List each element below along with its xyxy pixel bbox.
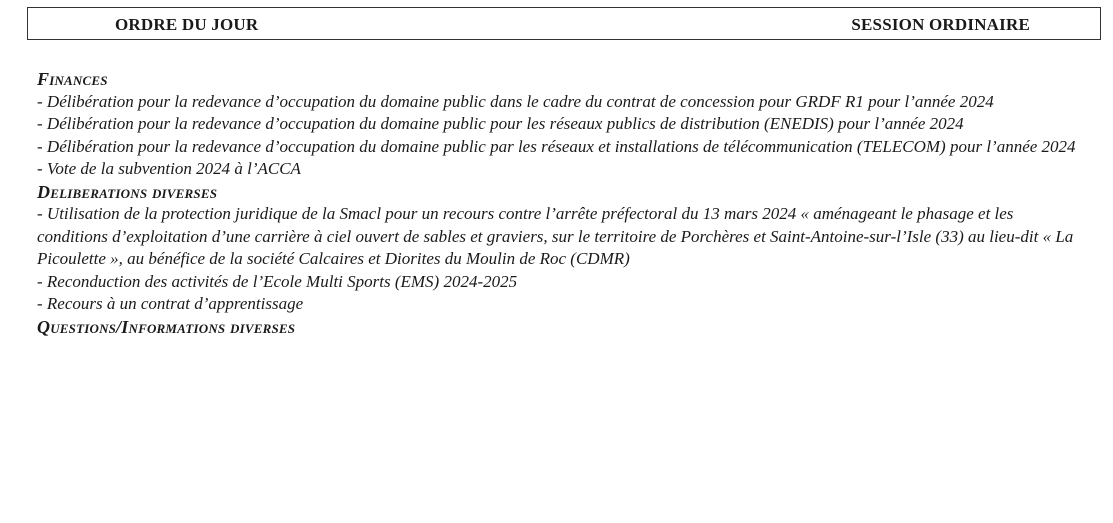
agenda-title: ORDRE DU JOUR <box>115 15 259 34</box>
agenda-content <box>37 68 1087 338</box>
session-type: SESSION ORDINAIRE <box>851 15 1030 34</box>
section-title-questions: Questions/Informations diverses <box>37 316 296 337</box>
agenda-item: - Recours à un contrat d’apprentissage <box>37 294 304 313</box>
section-title-deliberations: Deliberations diverses <box>37 181 218 202</box>
agenda-item: - Utilisation de la protection juridique de la Smacl pour un recours contre l’arrête préfectoral du 13 mars 2024 « aménageant le phasage et les conditions d’exploitation d’une carrière à ciel ouvert de sables et graviers, sur le territoire de Porchères et Saint-Antoine-sur-l’Isle (33) au lieu-dit « La Picoulette », au bénéfice de la société Calcaires et Diorites du Moulin de Roc (CDMR) <box>37 204 1074 268</box>
agenda-item: - Vote de la subvention 2024 à l’ACCA <box>37 159 301 178</box>
agenda-header <box>27 7 1101 40</box>
agenda-item: - Délibération pour la redevance d’occupation du domaine public pour les réseaux publics de distribution (ENEDIS) pour l’année 2024 <box>37 114 964 133</box>
section-title-finances: Finances <box>37 69 108 89</box>
agenda-item: - Reconduction des activités de l’Ecole Multi Sports (EMS) 2024-2025 <box>37 271 518 291</box>
agenda-item: - Délibération pour la redevance d’occupation du domaine public dans le cadre du contrat de concession pour GRDF R1 pour l’année 2024 <box>37 91 994 111</box>
agenda-item: - Délibération pour la redevance d’occupation du domaine public par les réseaux et installations de télécommunication (TELECOM) pour l’année 2024 <box>37 136 1076 156</box>
